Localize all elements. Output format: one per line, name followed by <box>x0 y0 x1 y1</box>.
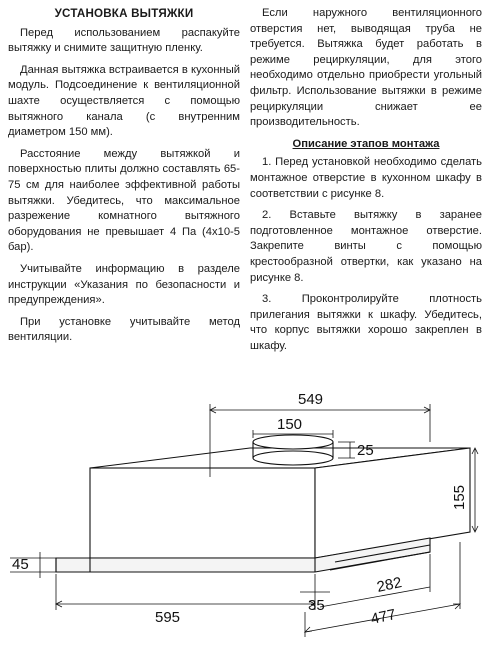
step-item: 1. Перед установкой необходимо сделать монтажное отверстие в кухонном шкафу в соответствии с рисунке 8. <box>250 156 482 200</box>
left-column <box>8 6 240 352</box>
dim-duct-height: 25 <box>357 442 374 459</box>
hood-dimension-drawing <box>0 382 489 650</box>
hood-outline <box>56 435 470 572</box>
paragraph: Расстояние между вытяжкой и поверхностью плиты должно составлять 65-75 см для наиболее эффективной работы вытяжки. Убедитесь, что максимальное разрежение комнатного вытяжного оборудования не превышает 4 Па (4x10-5 бар). <box>8 147 240 254</box>
subsection-title: Описание этапов монтажа <box>292 137 440 150</box>
paragraph: Учитывайте информацию в разделе инструкции «Указания по безопасности и предупреждения». <box>8 262 240 307</box>
dim-total-depth: 477 <box>369 606 398 628</box>
paragraph: Данная вытяжка встраивается в кухонный модуль. Подсоединение к вентиляционной шахте осуществляется с помощью вытяжного канала (с внутренним диаметром 150 мм). <box>8 63 240 139</box>
step-item: 2. Вставьте вытяжку в заранее подготовленное монтажное отверстие. Закрепите винты с помощью крестообразной отвертки, как указано на рисунке 8. <box>250 209 482 284</box>
dim-width-top: 549 <box>298 391 324 408</box>
dim-panel-depth: 35 <box>308 597 325 614</box>
right-column <box>250 6 482 360</box>
paragraph: При установке учитывайте метод вентиляции. <box>8 315 240 344</box>
dim-duct-diameter: 150 <box>277 416 303 433</box>
section-title: УСТАНОВКА ВЫТЯЖКИ <box>54 7 194 20</box>
step-item: 3. Проконтролируйте плотность прилегания вытяжки к шкафу. Убедитесь, что корпус вытяжки хорошо закреплен в шкафу. <box>250 293 482 352</box>
dim-body-height: 155 <box>451 484 468 510</box>
dim-slide-depth: 282 <box>375 574 404 596</box>
paragraph: Перед использованием распакуйте вытяжку и снимите защитную пленку. <box>8 26 240 55</box>
dim-panel-height: 45 <box>12 556 29 573</box>
paragraph: Если наружного вентиляционного отверстия нет, выводящая труба не требуется. Вытяжка будет работать в режиме рециркуляции, для этого необходимо отдельно приобрести угольный фильтр. Использование вытяжки в режиме рециркуляции снижает ее производительность. <box>250 7 482 129</box>
dim-front-width: 595 <box>155 609 181 626</box>
